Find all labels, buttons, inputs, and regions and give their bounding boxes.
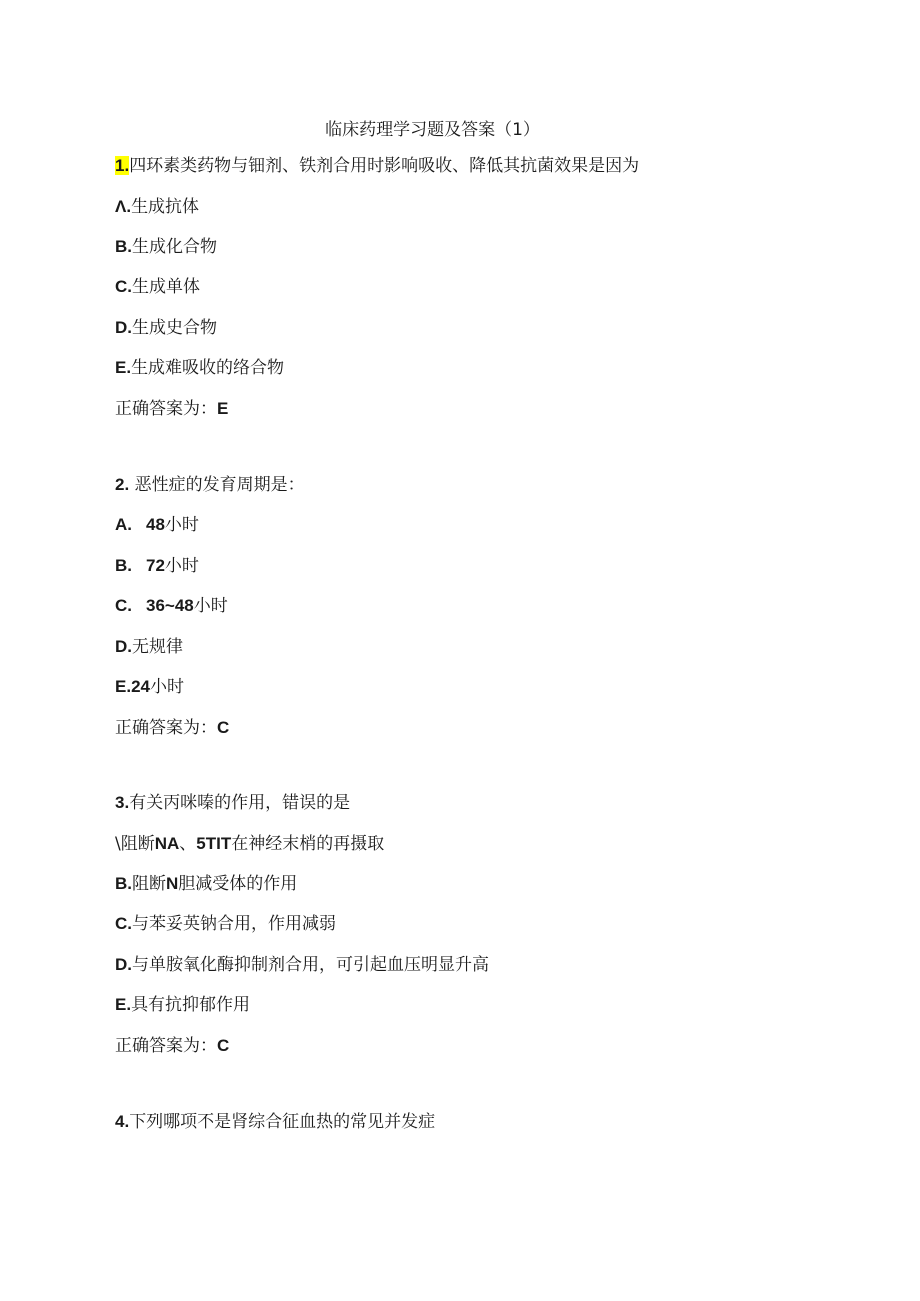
question-1-option-c: C.生成单体 [115, 277, 200, 297]
question-1-option-a: Λ.生成抗体 [115, 197, 200, 217]
question-2-option-d: D.无规律 [115, 637, 183, 657]
question-3-option-d: D.与单胺氧化酶抑制剂合用，可引起血压明显升高 [115, 955, 489, 975]
question-3-option-e: E.具有抗抑郁作用 [115, 995, 251, 1015]
question-2-option-e: E.24小时 [115, 677, 184, 697]
question-3-answer: 正确答案为：C [115, 1036, 230, 1056]
question-2-text: 恶性症的发育周期是： [129, 475, 305, 495]
question-4-stem [115, 1110, 435, 1134]
question-2-option-a: A. 48小时 [115, 515, 199, 535]
question-3-option-c: C.与苯妥英钠合用，作用减弱 [115, 914, 336, 934]
question-4-text: 下列哪项不是肾综合征血热的常见并发症 [129, 1112, 436, 1132]
question-1-answer: 正确答案为：E [115, 399, 229, 419]
question-2-option-c: C. 36~48小时 [115, 596, 228, 616]
question-2-stem [115, 473, 305, 497]
question-1-option-e: E.生成难吸收的络合物 [115, 358, 285, 378]
question-3-number: 3. [115, 793, 130, 812]
question-1-text: 四环素类药物与钿剂、铁剂合用时影响吸收、降低其抗菌效果是因为 [129, 156, 640, 176]
question-2-number: 2. [115, 475, 130, 494]
question-1-stem [115, 154, 639, 178]
question-1-option-b: B.生成化合物 [115, 237, 217, 257]
question-1-option-d: D.生成史合物 [115, 318, 217, 338]
document-title: 临床药理学习题及答案（1） [325, 120, 540, 140]
question-3-stem [115, 791, 350, 815]
question-4-number: 4. [115, 1112, 130, 1131]
question-1-number: 1. [115, 156, 130, 175]
question-3-text: 有关丙咪嗪的作用，错误的是 [129, 793, 351, 813]
question-3-option-a: \阻断NA、5TIT在神经末梢的再摄取 [115, 834, 385, 854]
question-3-option-b: B.阻断N胆减受体的作用 [115, 874, 298, 894]
question-2-option-b: B. 72小时 [115, 556, 199, 576]
question-2-answer: 正确答案为：C [115, 718, 230, 738]
